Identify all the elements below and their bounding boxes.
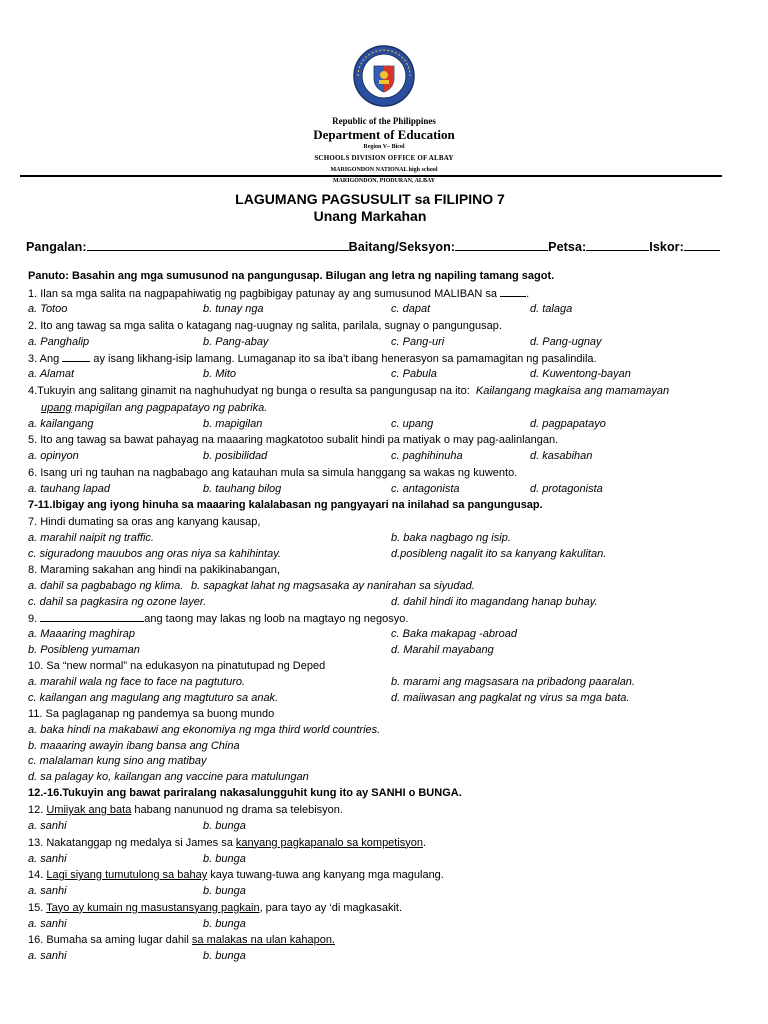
choice-a[interactable]: a. sanhi: [28, 852, 67, 865]
section-7-11-instructions: 7-11.Ibigay ang iyong hinuha sa maaaring kalalabasan ng pangyayari na inilahad sa pangungusap.: [28, 499, 543, 511]
iskor-field[interactable]: [684, 239, 720, 251]
choice-d[interactable]: d. Pang-ugnay: [530, 335, 602, 348]
choice-b[interactable]: b. Mito: [203, 368, 237, 380]
choice-a[interactable]: a. Maaaring maghirap: [28, 628, 136, 640]
title-line-1: LAGUMANG PAGSUSULIT sa FILIPINO 7: [235, 191, 505, 207]
choice-a[interactable]: a. Panghalip: [28, 335, 90, 348]
choice-d[interactable]: d.posibleng nagalit ito sa kanyang kakulitan.: [391, 547, 607, 560]
section-12-16-instructions: 12.-16.Tukuyin ang bawat pariralang nakasalungguhit kung ito ay SANHI o BUNGA.: [28, 787, 462, 799]
choice-c[interactable]: c. kailangan ang magulang ang magtuturo sa anak.: [28, 691, 279, 704]
republic-label: Republic of the Philippines: [332, 116, 436, 126]
choices-7-cd: [28, 547, 753, 563]
choice-c[interactable]: c. paghihinuha: [391, 450, 463, 462]
choice-d[interactable]: d. dahil hindi ito magandang hanap buhay.: [391, 595, 598, 608]
question-1: 1. Ilan sa mga salita na nagpapahiwatig ng pagbibigay patunay ay ang sumusunod MALIBAN sa .: [28, 285, 753, 302]
choice-b[interactable]: b. bunga: [203, 820, 246, 832]
choice-b[interactable]: b. tauhang bilog: [203, 482, 282, 495]
choice-b[interactable]: b. bunga: [203, 885, 246, 897]
petsa-field[interactable]: [586, 239, 649, 251]
address-label: MARIGONDON, PIODURAN, ALBAY: [332, 178, 436, 184]
choice-b[interactable]: b. tunay nga: [203, 303, 264, 315]
choice-c[interactable]: c. upang: [391, 417, 434, 430]
choice-a[interactable]: a. kailangang: [28, 417, 94, 430]
answer-blank[interactable]: [500, 285, 526, 297]
choice-b[interactable]: b. Posibleng yumaman: [28, 643, 140, 656]
division-label: SCHOOLS DIVISION OFFICE OF ALBAY: [314, 154, 454, 162]
letterhead: [0, 44, 768, 186]
choice-a[interactable]: a. baka hindi na makabawi ang ekonomiya ng mga third world countries.: [28, 724, 381, 736]
question-2: 2. Ito ang tawag sa mga salita o katagang nag-uugnay ng salita, parilala, sugnay o pangungusap.: [28, 319, 502, 332]
question-14: 14. Lagi siyang tumutulong sa bahay kaya tuwang-tuwa ang kanyang mga magulang.: [28, 869, 444, 881]
student-info-line: [26, 239, 720, 254]
question-9: 9. ang taong may lakas ng loob na magtayo ng negosyo.: [28, 610, 753, 627]
answer-blank[interactable]: [62, 350, 90, 362]
question-5: 5. Ito ang tawag sa bawat pahayag na maaaring magkatotoo subalit hindi pa matiyak o may pag-aalinlangan.: [28, 434, 559, 446]
region-label: Region V– Bicol: [363, 144, 405, 150]
choice-d[interactable]: d. Marahil mayabang: [391, 643, 494, 656]
choices-9-bd: [28, 643, 753, 659]
choice-c[interactable]: c. Pang-uri: [391, 335, 445, 348]
exam-title: [0, 191, 740, 225]
choices-13: [28, 852, 753, 868]
choice-d[interactable]: d. Kuwentong-bayan: [530, 368, 631, 380]
header-divider: [20, 175, 722, 177]
choice-a[interactable]: a. sanhi: [28, 885, 67, 897]
instructions: Panuto: Basahin ang mga sumusunod na pangungusap. Bilugan ang letra ng napiling tamang sagot.: [28, 270, 555, 282]
question-8: 8. Maraming sakahan ang hindi na pakikinabangan,: [28, 564, 280, 576]
choice-d[interactable]: d. talaga: [530, 303, 573, 315]
question-7: 7. Hindi dumating sa oras ang kanyang kausap,: [28, 516, 261, 528]
choice-b[interactable]: b. bunga: [203, 917, 246, 930]
choice-a[interactable]: a. marahil wala ng face to face na pagtuturo.: [28, 676, 246, 688]
choices-12: [28, 819, 753, 835]
choices-5: [28, 449, 753, 465]
choice-c[interactable]: c. antagonista: [391, 482, 460, 495]
question-3: 3. Ang ay isang likhang-isip lamang. Lumaganap ito sa iba’t ibang henerasyon sa pamamagitan ng pasalindila.: [28, 350, 753, 367]
choice-c[interactable]: c. siguradong mauubos ang oras niya sa kahihintay.: [28, 547, 281, 560]
choices-7-ab: [28, 531, 753, 547]
question-15: 15. Tayo ay kumain ng masustansyang pagkain, para tayo ay ‘di magkasakit.: [28, 901, 403, 914]
choices-9-ac: [28, 627, 753, 643]
pangalan-field[interactable]: [87, 239, 349, 251]
question-4-cont: upang mapigilan ang pagpapatayo ng pabrika.: [41, 401, 268, 414]
choice-a[interactable]: a. sanhi: [28, 917, 67, 930]
choice-b[interactable]: b. Pang-abay: [203, 335, 269, 348]
baitang-label: Baitang/Seksyon:: [348, 240, 456, 254]
choice-b[interactable]: b. sapagkat lahat ng magsasaka ay nanirahan sa siyudad.: [191, 580, 475, 592]
department-label: Department of Education: [313, 127, 455, 142]
choice-a[interactable]: a. tauhang lapad: [28, 482, 110, 495]
choice-c[interactable]: c. Pabula: [391, 368, 437, 380]
school-label: MARIGONDON NATIONAL high school: [330, 167, 438, 173]
choices-14: [28, 884, 753, 900]
choice-a[interactable]: a. dahil sa pagbabago ng klima.: [28, 580, 184, 592]
question-6: 6. Isang uri ng tauhan na nagbabago ang katauhan mula sa simula hanggang sa wakas ng kuwento.: [28, 466, 518, 479]
baitang-field[interactable]: [455, 239, 548, 251]
choice-d[interactable]: d. sa palagay ko, kailangan ang vaccine para matulungan: [28, 770, 309, 783]
choices-1: [28, 302, 753, 318]
choices-10-cd: [28, 691, 753, 707]
pangalan-label: Pangalan:: [26, 240, 87, 254]
choices-3: [28, 367, 753, 383]
choices-8-ab: [28, 579, 753, 595]
choices-15: [28, 917, 753, 933]
deped-seal-icon: [352, 44, 416, 108]
title-line-2: Unang Markahan: [313, 208, 427, 224]
choices-8-cd: [28, 595, 753, 611]
choice-d[interactable]: d. protagonista: [530, 482, 603, 495]
choice-a[interactable]: a. sanhi: [28, 950, 67, 962]
choices-6: [28, 482, 753, 498]
question-10: 10. Sa “new normal” na edukasyon na pinatutupad ng Deped: [28, 660, 326, 672]
choice-b[interactable]: b. marami ang magsasara na pribadong paaralan.: [391, 676, 635, 688]
choice-b[interactable]: b. maaaring awayin ibang bansa ang China: [28, 739, 240, 752]
choice-b[interactable]: b. bunga: [203, 950, 246, 962]
choice-d[interactable]: d. pagpapatayo: [530, 417, 606, 430]
choice-a[interactable]: a. Alamat: [28, 368, 75, 380]
choice-a[interactable]: a. Totoo: [28, 303, 68, 315]
choice-c[interactable]: c. malalaman kung sino ang matibay: [28, 755, 207, 767]
exam-body: [28, 268, 753, 965]
choice-c[interactable]: c. Baka makapag -abroad: [391, 628, 517, 640]
choice-b[interactable]: b. posibilidad: [203, 450, 268, 462]
choices-10-ab: [28, 675, 753, 691]
choice-d[interactable]: d. kasabihan: [530, 450, 593, 462]
choice-a[interactable]: a. sanhi: [28, 820, 67, 832]
choices-4: [28, 417, 753, 433]
choices-2: [28, 335, 753, 351]
question-4: 4.Tukuyin ang salitang ginamit na naghuhudyat ng bunga o resulta sa pangungusap na ito: Kailangang magkaisa ang mamamayan: [28, 384, 670, 397]
answer-blank[interactable]: [40, 610, 144, 622]
choice-b[interactable]: b. baka nagbago ng isip.: [391, 532, 511, 544]
question-12: 12. Umiiyak ang bata habang nanunuod ng drama sa telebisyon.: [28, 804, 343, 816]
choice-b[interactable]: b. bunga: [203, 852, 246, 865]
question-11: 11. Sa paglaganap ng pandemya sa buong mundo: [28, 708, 275, 720]
choice-c[interactable]: c. dahil sa pagkasira ng ozone layer.: [28, 595, 207, 608]
choice-b[interactable]: b. mapigilan: [203, 417, 263, 430]
petsa-label: Petsa:: [548, 240, 587, 254]
choice-c[interactable]: c. dapat: [391, 303, 431, 315]
iskor-label: Iskor:: [649, 240, 684, 254]
choice-a[interactable]: a. marahil naipit ng traffic.: [28, 532, 154, 544]
choice-a[interactable]: a. opinyon: [28, 450, 79, 462]
choice-d[interactable]: d. maiiwasan ang pagkalat ng virus sa mga bata.: [391, 691, 630, 704]
question-16: 16. Bumaha sa aming lugar dahil sa malakas na ulan kahapon.: [28, 934, 335, 946]
question-13: 13. Nakatanggap ng medalya si James sa kanyang pagkapanalo sa kompetisyon.: [28, 836, 427, 849]
choices-16: [28, 949, 753, 965]
